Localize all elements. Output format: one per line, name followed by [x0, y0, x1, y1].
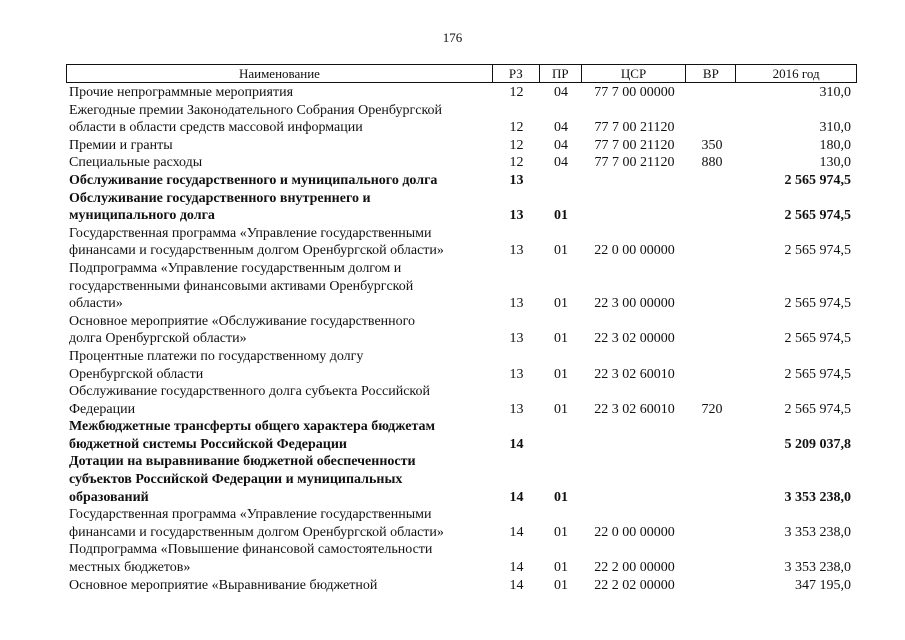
row-rz: 13 — [509, 208, 524, 224]
row-pr: 01 — [554, 366, 568, 382]
row-sum: 3 353 238,0 — [784, 560, 851, 576]
row-sum: 3 353 238,0 — [784, 524, 851, 540]
table-row — [66, 102, 857, 137]
row-rz: 14 — [509, 560, 524, 576]
row-name-line: Премии и гранты — [69, 137, 173, 153]
row-sum: 2 565 974,5 — [784, 366, 851, 382]
table-row — [66, 348, 857, 383]
row-csr: 22 3 02 00000 — [594, 331, 675, 347]
row-sum: 130,0 — [819, 155, 851, 171]
row-vr: 350 — [701, 137, 723, 153]
header-pr: ПР — [540, 65, 582, 82]
row-name — [66, 154, 493, 172]
header-vr: ВР — [686, 65, 736, 82]
row-vr: 880 — [701, 155, 723, 171]
row-name — [66, 172, 493, 190]
row-name-line: Государственная программа «Управление государственными — [69, 507, 432, 523]
row-csr: 77 7 00 21120 — [594, 137, 675, 153]
row-name — [66, 260, 493, 313]
row-pr: 04 — [554, 155, 568, 171]
row-pr: 01 — [554, 331, 568, 347]
table-row — [66, 577, 857, 595]
row-name-line: Ежегодные премии Законодательного Собрания Оренбургской — [69, 102, 443, 118]
row-rz: 12 — [509, 155, 524, 171]
row-name-line: Основное мероприятие «Обслуживание государственного — [69, 313, 416, 329]
row-name — [66, 102, 493, 137]
row-rz: 14 — [509, 524, 524, 540]
table-row — [66, 383, 857, 418]
header-name: Наименование — [67, 65, 493, 82]
row-rz: 14 — [509, 489, 524, 505]
row-name-line: Обслуживание государственного внутреннего и — [69, 190, 371, 206]
row-name-line: Процентные платежи по государственному долгу — [69, 348, 364, 364]
header-year: 2016 год — [772, 66, 820, 81]
row-sum: 310,0 — [819, 85, 851, 100]
row-pr: 01 — [554, 243, 568, 259]
row-name-line: государственными финансовыми активами Оренбургской — [69, 278, 414, 294]
row-csr: 77 7 00 00000 — [594, 85, 675, 100]
row-name-line: долга Оренбургской области» — [69, 331, 247, 347]
row-name-line: муниципального долга — [69, 208, 215, 224]
row-pr: 01 — [554, 296, 568, 312]
row-csr: 22 0 00 00000 — [594, 243, 675, 259]
row-csr: 22 3 00 00000 — [594, 296, 675, 312]
table-row — [66, 418, 857, 453]
table-row — [66, 260, 857, 313]
row-name — [66, 137, 493, 155]
row-rz: 12 — [509, 120, 524, 136]
row-name-line: Основное мероприятие «Выравнивание бюджетной — [69, 577, 378, 593]
row-rz: 12 — [509, 137, 524, 153]
row-name-line: Оренбургской области — [69, 366, 204, 382]
row-name — [66, 348, 493, 383]
row-name-line: местных бюджетов» — [69, 560, 191, 576]
row-rz: 13 — [509, 331, 524, 347]
row-name-line: Специальные расходы — [69, 155, 203, 171]
row-pr: 01 — [554, 577, 568, 593]
row-csr: 77 7 00 21120 — [594, 155, 675, 171]
row-vr: 720 — [701, 401, 723, 417]
row-sum: 180,0 — [819, 137, 851, 153]
table-row — [66, 190, 857, 225]
row-pr: 01 — [554, 401, 568, 417]
row-name — [66, 383, 493, 418]
row-pr: 04 — [554, 85, 568, 100]
row-name — [66, 541, 493, 576]
row-rz: 13 — [509, 243, 524, 259]
row-name — [66, 418, 493, 453]
header-rz: РЗ — [493, 65, 540, 82]
row-pr: 01 — [554, 524, 568, 540]
row-name-line: образований — [69, 489, 149, 505]
row-name — [66, 313, 493, 348]
row-rz: 13 — [509, 172, 524, 188]
row-name-line: финансами и государственным долгом Оренбургской области» — [69, 524, 444, 540]
row-rz: 13 — [509, 296, 524, 312]
table-row — [66, 172, 857, 190]
row-name-line: Федерации — [69, 401, 136, 417]
row-name — [66, 506, 493, 541]
header-csr: ЦСР — [582, 65, 687, 82]
row-pr: 04 — [554, 120, 568, 136]
table-row — [66, 506, 857, 541]
row-name — [66, 190, 493, 225]
row-name-line: Обслуживание государственного долга субъекта Российской — [69, 384, 430, 400]
row-name-line: бюджетной системы Российской Федерации — [69, 436, 347, 452]
page-number: 176 — [442, 30, 463, 45]
table-body — [66, 84, 857, 594]
row-rz: 14 — [509, 577, 524, 593]
table-row — [66, 453, 857, 506]
row-name-line: Подпрограмма «Повышение финансовой самостоятельности — [69, 542, 433, 558]
row-name — [66, 84, 493, 102]
row-sum: 347 195,0 — [795, 577, 851, 593]
row-sum: 5 209 037,8 — [784, 436, 851, 452]
row-csr: 22 3 02 60010 — [594, 366, 675, 382]
row-name-line: Межбюджетные трансферты общего характера бюджетам — [69, 419, 436, 435]
row-csr: 22 2 00 00000 — [594, 560, 675, 576]
table-row — [66, 84, 857, 102]
row-sum: 2 565 974,5 — [784, 172, 851, 188]
row-csr: 77 7 00 21120 — [594, 120, 675, 136]
table-header — [66, 64, 857, 83]
row-sum: 2 565 974,5 — [784, 296, 851, 312]
row-name-line: финансами и государственным долгом Оренбургской области» — [69, 243, 444, 259]
row-name-line: Государственная программа «Управление государственными — [69, 225, 432, 241]
row-name-line: Прочие непрограммные мероприятия — [69, 85, 294, 100]
row-pr: 04 — [554, 137, 568, 153]
row-name — [66, 577, 493, 595]
table-row — [66, 137, 857, 155]
row-sum: 2 565 974,5 — [784, 331, 851, 347]
row-rz: 13 — [509, 366, 524, 382]
row-sum: 2 565 974,5 — [784, 243, 851, 259]
row-csr: 22 0 00 00000 — [594, 524, 675, 540]
row-sum: 2 565 974,5 — [784, 208, 851, 224]
row-name-line: Обслуживание государственного и муниципального долга — [69, 172, 438, 188]
row-csr: 22 2 02 00000 — [594, 577, 675, 593]
row-name-line: Подпрограмма «Управление государственным долгом и — [69, 260, 402, 276]
row-name-line: области» — [69, 296, 123, 312]
row-sum: 310,0 — [819, 120, 851, 136]
row-rz: 12 — [509, 85, 524, 100]
row-rz: 14 — [509, 436, 524, 452]
table-row — [66, 154, 857, 172]
row-name-line: субъектов Российской Федерации и муниципальных — [69, 472, 403, 488]
row-name-line: Дотации на выравнивание бюджетной обеспеченности — [69, 454, 416, 470]
row-sum: 2 565 974,5 — [784, 401, 851, 417]
row-rz: 13 — [509, 401, 524, 417]
table-row — [66, 225, 857, 260]
row-pr: 01 — [554, 489, 568, 505]
row-pr: 01 — [554, 208, 568, 224]
row-name — [66, 453, 493, 506]
row-name — [66, 225, 493, 260]
row-pr: 01 — [554, 560, 568, 576]
row-sum: 3 353 238,0 — [784, 489, 851, 505]
table-row — [66, 313, 857, 348]
row-csr: 22 3 02 60010 — [594, 401, 675, 417]
row-name-line: области в области средств массовой информации — [69, 120, 363, 136]
table-row — [66, 541, 857, 576]
